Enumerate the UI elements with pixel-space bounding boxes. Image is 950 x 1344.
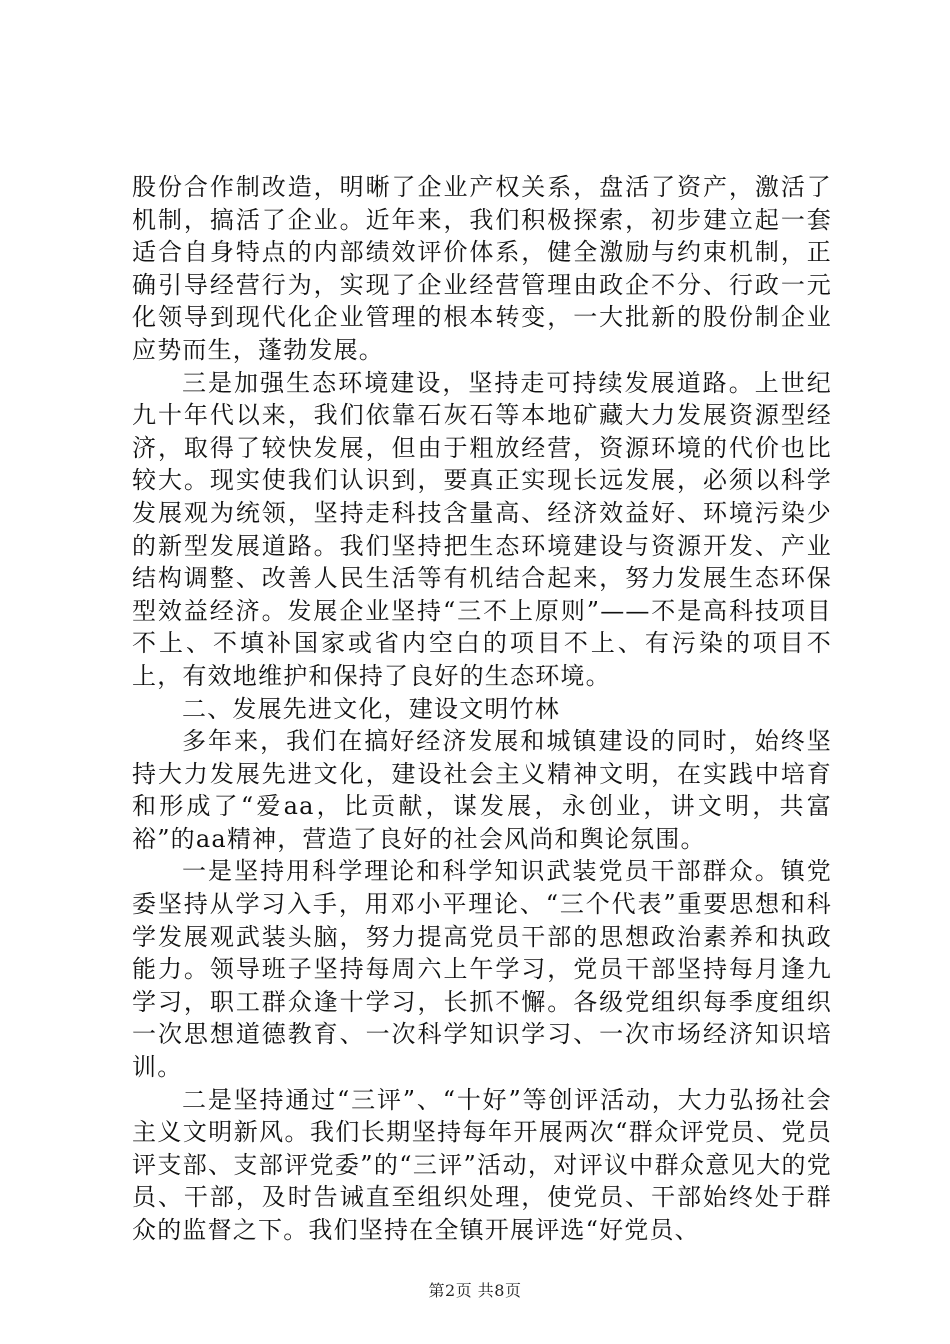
paragraph-4: 一是坚持用科学理论和科学知识武装党员干部群众。镇党委坚持从学习入手，用邓小平理论、“三个代表”重要思想和科学发展观武装头脑，努力提高党员干部的思想政治素养和执政能力。领导班子坚持每周六上午学习，党员干部坚持每月逢九学习，职工群众逢十学习，长抓不懈。各级党组织每季度组织一次思想道德教育、一次科学知识学习、一次市场经济知识培训。 bbox=[132, 857, 832, 1082]
paragraph-5: 二是坚持通过“三评”、“十好”等创评活动，大力弘扬社会主义文明新风。我们长期坚持每年开展两次“群众评党员、党员评支部、支部评党委”的“三评”活动，对评议中群众意见大的党员、干部，及时告诫直至组织处理，使党员、干部始终处于群众的监督之下。我们坚持在全镇开展评选“好党员、 bbox=[132, 1085, 832, 1244]
section-heading: 二、发展先进文化，建设文明竹林 bbox=[182, 694, 560, 723]
paragraph-1: 股份合作制改造，明晰了企业产权关系，盘活了资产，激活了机制，搞活了企业。近年来，我们积极探索，初步建立起一套适合自身特点的内部绩效评价体系，健全激励与约束机制，正确引导经营行为，实现了企业经营管理由政企不分、行政一元化领导到现代化企业管理的根本转变，一大批新的股份制企业应势而生，蓬勃发展。 bbox=[132, 173, 832, 364]
paragraph-2: 三是加强生态环境建设，坚持走可持续发展道路。上世纪九十年代以来，我们依靠石灰石等本地矿藏大力发展资源型经济，取得了较快发展，但由于粗放经营，资源环境的代价也比较大。现实使我们认识到，要真正实现长远发展，必须以科学发展观为统领，坚持走科技含量高、经济效益好、环境污染少的新型发展道路。我们坚持把生态环境建设与资源开发、产业结构调整、改善人民生活等有机结合起来，努力发展生态环保型效益经济。发展企业坚持“三不上原则”——不是高科技项目不上、不填补国家或省内空白的项目不上、有污染的项目不上，有效地维护和保持了良好的生态环境。 bbox=[132, 368, 832, 690]
document-body bbox=[132, 171, 832, 1247]
page-footer: 第2页 共8页 bbox=[428, 1281, 522, 1300]
paragraph-3: 多年来，我们在搞好经济发展和城镇建设的同时，始终坚持大力发展先进文化，建设社会主义精神文明，在实践中培育和形成了“爱aa，比贡献，谋发展，永创业，讲文明，共富裕”的aa精神，营造了良好的社会风尚和舆论氛围。 bbox=[132, 727, 832, 853]
